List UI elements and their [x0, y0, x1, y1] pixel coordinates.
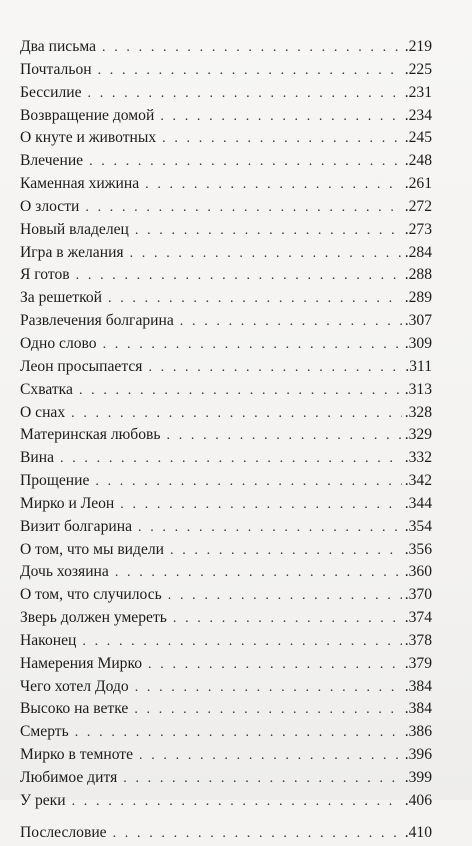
toc-entry-row	[20, 493, 432, 516]
toc-entry-row	[20, 356, 432, 379]
toc-entry-title: О злости	[20, 197, 80, 215]
toc-dot-leader	[88, 83, 402, 106]
toc-entry-page: .313	[404, 380, 432, 398]
toc-entry-row	[20, 36, 432, 59]
toc-entry-page: .234	[404, 106, 432, 124]
toc-entry-title: О кнуте и животных	[20, 129, 157, 147]
toc-dot-leader	[85, 197, 401, 220]
toc-entry-row	[20, 424, 432, 447]
toc-entry-title: Каменная хижина	[20, 175, 140, 193]
toc-entry-page: .225	[404, 60, 432, 78]
toc-dot-leader	[115, 562, 402, 585]
toc-dot-leader	[138, 517, 402, 540]
toc-entry-page: .288	[404, 266, 432, 284]
toc-entry-row	[20, 127, 432, 150]
toc-dot-leader	[79, 380, 402, 403]
toc-entry-title: Высоко на ветке	[20, 700, 129, 718]
toc-entry-page: .378	[404, 631, 432, 649]
toc-entry-title: Вина	[20, 449, 55, 467]
toc-entry-page: .328	[404, 403, 432, 421]
toc-entry-title: Леон просыпается	[20, 357, 143, 375]
toc-entry-row	[20, 698, 432, 721]
toc-entry-page: .410	[404, 823, 432, 841]
toc-entry-title: Мирко и Леон	[20, 494, 115, 512]
toc-entry-row	[20, 150, 432, 173]
toc-entry-row	[20, 242, 432, 265]
toc-entry-row	[20, 196, 432, 219]
toc-entry-page: .329	[404, 426, 432, 444]
toc-entry-page: .342	[404, 472, 432, 490]
toc-entry-page: .356	[404, 540, 432, 558]
toc-entry-title: Чего хотел Додо	[20, 677, 129, 695]
toc-entry-row	[20, 630, 432, 653]
toc-entry-row	[20, 584, 432, 607]
toc-entry-page: .219	[404, 38, 432, 55]
toc-entry-page: .374	[404, 609, 432, 627]
toc-dot-leader	[134, 699, 401, 722]
toc-entry-title: Материнская любовь	[20, 426, 161, 444]
toc-entry-page: .399	[404, 769, 432, 786]
toc-dot-leader	[168, 585, 402, 608]
toc-entry-row	[20, 264, 432, 287]
toc-entry-title: За решеткой	[20, 289, 103, 307]
toc-dot-leader	[72, 791, 402, 814]
toc-entry-title: Влечение	[20, 152, 84, 170]
toc-entry-row	[20, 82, 432, 105]
toc-entry-row	[20, 333, 432, 356]
toc-entry-title: Игра в желания	[20, 243, 124, 261]
toc-dot-leader	[148, 357, 402, 380]
toc-entry-row	[20, 402, 432, 425]
toc-entry-row	[20, 173, 432, 196]
toc-dot-leader	[162, 128, 402, 151]
toc-entry-page: .360	[404, 563, 432, 581]
toc-entry-row	[20, 470, 432, 493]
toc-entry-row	[20, 287, 432, 310]
toc-entry-page: .248	[404, 152, 432, 170]
toc-dot-leader	[71, 403, 402, 426]
toc-entry-row	[20, 105, 432, 128]
toc-entry-page: .354	[404, 517, 432, 535]
toc-entry-row	[20, 59, 432, 82]
toc-dot-leader	[108, 288, 402, 311]
toc-dot-leader	[170, 540, 402, 563]
toc-entry-title: Любимое дитя	[20, 769, 118, 786]
toc-entry-page: .384	[404, 700, 432, 718]
toc-entry-row	[20, 379, 432, 402]
toc-entry-title: Наконец	[20, 631, 77, 649]
toc-entry-title: О снах	[20, 403, 66, 421]
toc-dot-leader	[167, 425, 402, 448]
toc-dot-leader	[60, 448, 402, 471]
toc-dot-leader	[139, 745, 402, 768]
toc-entry-row	[20, 561, 432, 584]
toc-entry-title: О том, что случилось	[20, 586, 162, 604]
toc-entry-row	[20, 447, 432, 470]
toc-dot-leader	[102, 37, 402, 60]
toc-entry-page: .307	[404, 312, 432, 330]
toc-entry-row	[20, 676, 432, 699]
toc-dot-leader	[113, 823, 402, 846]
toc-afterword-row	[20, 822, 432, 845]
toc-entry-title: Прощение	[20, 472, 90, 490]
toc-entry-title: Новый владелец	[20, 220, 129, 238]
toc-entry-page: .289	[404, 289, 432, 307]
toc-entry-row	[20, 310, 432, 333]
toc-entry-title: О том, что мы видели	[20, 540, 165, 558]
toc-dot-leader	[135, 220, 402, 243]
toc-entry-row	[20, 219, 432, 242]
toc-entry-page: .386	[404, 723, 432, 741]
toc-dot-leader	[103, 334, 402, 357]
table-of-contents	[20, 36, 432, 845]
toc-entry-page: .309	[404, 334, 432, 352]
toc-entry-page: .370	[404, 586, 432, 604]
toc-dot-leader	[145, 174, 402, 197]
toc-dot-leader	[123, 768, 401, 791]
toc-entry-title: Намерения Мирко	[20, 654, 143, 672]
toc-entry-page: .406	[404, 791, 432, 809]
toc-entry-title: Мирко в темноте	[20, 746, 134, 764]
toc-dot-leader	[89, 151, 402, 174]
toc-entry-page: .231	[404, 83, 432, 101]
toc-dot-leader	[98, 60, 402, 83]
toc-entry-title: Визит болгарина	[20, 517, 132, 535]
toc-entry-row	[20, 516, 432, 539]
toc-entry-page: .379	[404, 654, 432, 672]
toc-entry-page: .261	[404, 175, 432, 193]
toc-entry-page: .344	[404, 494, 432, 512]
toc-entry-row	[20, 790, 432, 813]
toc-entry-page: .245	[404, 129, 432, 147]
toc-entry-page: .272	[404, 197, 432, 215]
toc-entry-title: Схватка	[20, 380, 73, 398]
toc-dot-leader	[130, 243, 402, 266]
toc-entry-page: .332	[404, 449, 432, 467]
toc-dot-leader	[75, 722, 402, 745]
toc-entry-row	[20, 539, 432, 562]
toc-dot-leader	[173, 608, 402, 631]
toc-dot-leader	[180, 311, 402, 334]
toc-entry-page: .273	[404, 220, 432, 238]
toc-entry-title: Почтальон	[20, 60, 92, 78]
toc-entry-page: .396	[404, 746, 432, 764]
toc-dot-leader	[120, 494, 401, 517]
toc-entry-title: Два письма	[20, 38, 97, 55]
toc-entry-row	[20, 767, 432, 790]
toc-dot-leader	[82, 631, 401, 654]
toc-dot-leader	[148, 654, 402, 677]
toc-entry-title: Бессилие	[20, 83, 82, 101]
toc-entry-page: .311	[405, 357, 432, 375]
toc-entry-row	[20, 653, 432, 676]
toc-entry-title: Зверь должен умереть	[20, 609, 167, 627]
toc-dot-leader	[160, 106, 401, 129]
toc-entry-title: Возвращение домой	[20, 106, 155, 124]
toc-entry-title: Развлечения болгарина	[20, 312, 174, 330]
toc-dot-leader	[135, 677, 402, 700]
toc-entry-page: .284	[404, 243, 432, 261]
toc-entry-row	[20, 744, 432, 767]
toc-entry-title: Послесловие	[20, 823, 107, 841]
toc-entry-title: Я готов	[20, 266, 70, 284]
toc-entry-row	[20, 607, 432, 630]
toc-dot-leader	[76, 265, 402, 288]
toc-entry-page: .384	[404, 677, 432, 695]
toc-entry-title: Одно слово	[20, 334, 97, 352]
toc-entry-row	[20, 721, 432, 744]
toc-dot-leader	[95, 471, 401, 494]
toc-entry-title: У реки	[20, 791, 66, 809]
toc-entry-title: Смерть	[20, 723, 69, 741]
toc-entry-title: Дочь хозяина	[20, 563, 109, 581]
